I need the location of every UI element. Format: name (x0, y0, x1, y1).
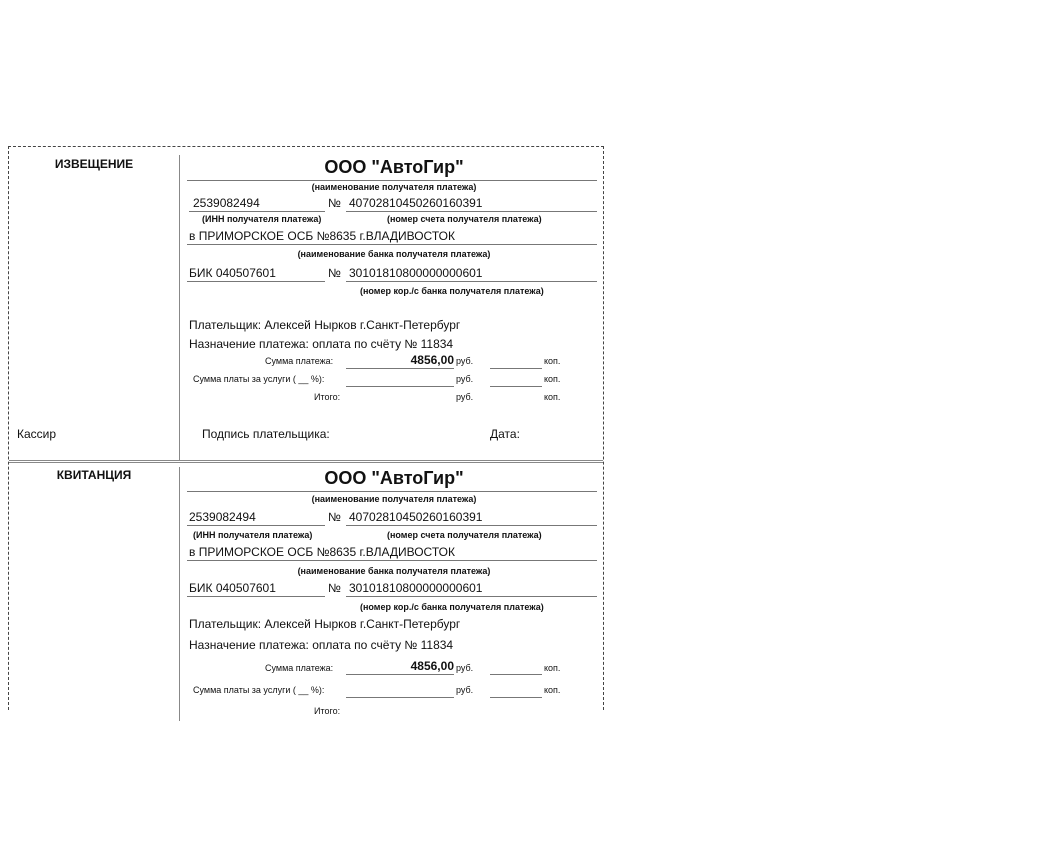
sum-value: 4856,00 (410, 659, 454, 673)
inn-value: 2539082494 (189, 510, 256, 524)
service-kop: коп. (544, 685, 561, 695)
corr-account-line (346, 281, 597, 282)
recipient-name-caption: (наименование получателя платежа) (311, 494, 477, 504)
total-kop: коп. (544, 392, 561, 402)
bank-value: в ПРИМОРСКОЕ ОСБ №8635 г.ВЛАДИВОСТОК (189, 229, 455, 243)
bank-line (187, 244, 597, 245)
purpose: Назначение платежа: оплата по счёту № 11834 (189, 638, 454, 652)
sum-line (346, 674, 454, 675)
number-sign: № (328, 196, 341, 210)
bik-line (187, 596, 325, 597)
account-value: 40702810450260160391 (349, 510, 483, 524)
corr-account-line (346, 596, 597, 597)
recipient-name-line (187, 180, 597, 181)
inn-value: 2539082494 (193, 196, 260, 210)
sum-kop-line (490, 674, 542, 675)
service-line (346, 697, 454, 698)
number-sign-2: № (328, 581, 341, 595)
service-rub: руб. (456, 374, 474, 384)
number-sign-2: № (328, 266, 341, 280)
payment-form (8, 146, 604, 716)
sum-label: Сумма платежа: (265, 356, 334, 366)
payer: Плательщик: Алексей Нырков г.Санкт-Петербург (189, 617, 461, 631)
sum-rub: руб. (456, 356, 474, 366)
account-value: 40702810450260160391 (349, 196, 483, 210)
notice-title: ИЗВЕЩЕНИЕ (54, 157, 134, 171)
total-label: Итого: (314, 706, 341, 716)
sum-kop: коп. (544, 356, 561, 366)
recipient-name-line (187, 491, 597, 492)
purpose: Назначение платежа: оплата по счёту № 11834 (189, 337, 454, 351)
bank-caption: (наименование банка получателя платежа) (297, 249, 491, 259)
cashier-label: Кассир (17, 427, 57, 441)
sum-value: 4856,00 (410, 353, 454, 367)
recipient-name: ООО "АвтоГир" (324, 468, 464, 488)
service-rub: руб. (456, 685, 474, 695)
sum-kop: коп. (544, 663, 561, 673)
total-label: Итого: (314, 392, 341, 402)
service-line (346, 386, 454, 387)
service-label: Сумма платы за услуги ( __ %): (193, 374, 325, 384)
corr-account-value: 30101810800000000601 (349, 266, 483, 280)
bank-value: в ПРИМОРСКОЕ ОСБ №8635 г.ВЛАДИВОСТОК (189, 545, 455, 559)
sum-kop-line (490, 368, 542, 369)
total-rub: руб. (456, 392, 474, 402)
bik-line (187, 281, 325, 282)
service-kop-line (490, 697, 542, 698)
bik-value: БИК 040507601 (189, 581, 276, 595)
inn-line (189, 211, 325, 212)
inn-line (187, 525, 325, 526)
sum-line (346, 368, 454, 369)
receipt-divider (179, 467, 180, 721)
recipient-name-caption: (наименование получателя платежа) (311, 182, 477, 192)
receipt-title: КВИТАНЦИЯ (56, 468, 132, 482)
receipt-section (9, 460, 603, 721)
account-caption: (номер счета получателя платежа) (387, 530, 542, 540)
corr-account-caption: (номер кор./с банка получателя платежа) (360, 602, 544, 612)
date-label: Дата: (490, 427, 520, 441)
corr-account-caption: (номер кор./с банка получателя платежа) (360, 286, 544, 296)
bank-line (187, 560, 597, 561)
account-line (346, 211, 597, 212)
signature-label: Подпись плательщика: (202, 427, 330, 441)
bank-caption: (наименование банка получателя платежа) (297, 566, 491, 576)
number-sign: № (328, 510, 341, 524)
notice-section (9, 147, 603, 460)
corr-account-value: 30101810800000000601 (349, 581, 483, 595)
account-line (346, 525, 597, 526)
inn-caption: (ИНН получателя платежа) (193, 530, 313, 540)
sum-label: Сумма платежа: (265, 663, 334, 673)
bik-value: БИК 040507601 (189, 266, 276, 280)
account-caption: (номер счета получателя платежа) (387, 214, 542, 224)
service-label: Сумма платы за услуги ( __ %): (193, 685, 325, 695)
inn-caption: (ИНН получателя платежа) (202, 214, 322, 224)
service-kop: коп. (544, 374, 561, 384)
payer: Плательщик: Алексей Нырков г.Санкт-Петербург (189, 318, 461, 332)
notice-divider (179, 155, 180, 460)
sum-rub: руб. (456, 663, 474, 673)
recipient-name: ООО "АвтоГир" (324, 157, 464, 177)
service-kop-line (490, 386, 542, 387)
